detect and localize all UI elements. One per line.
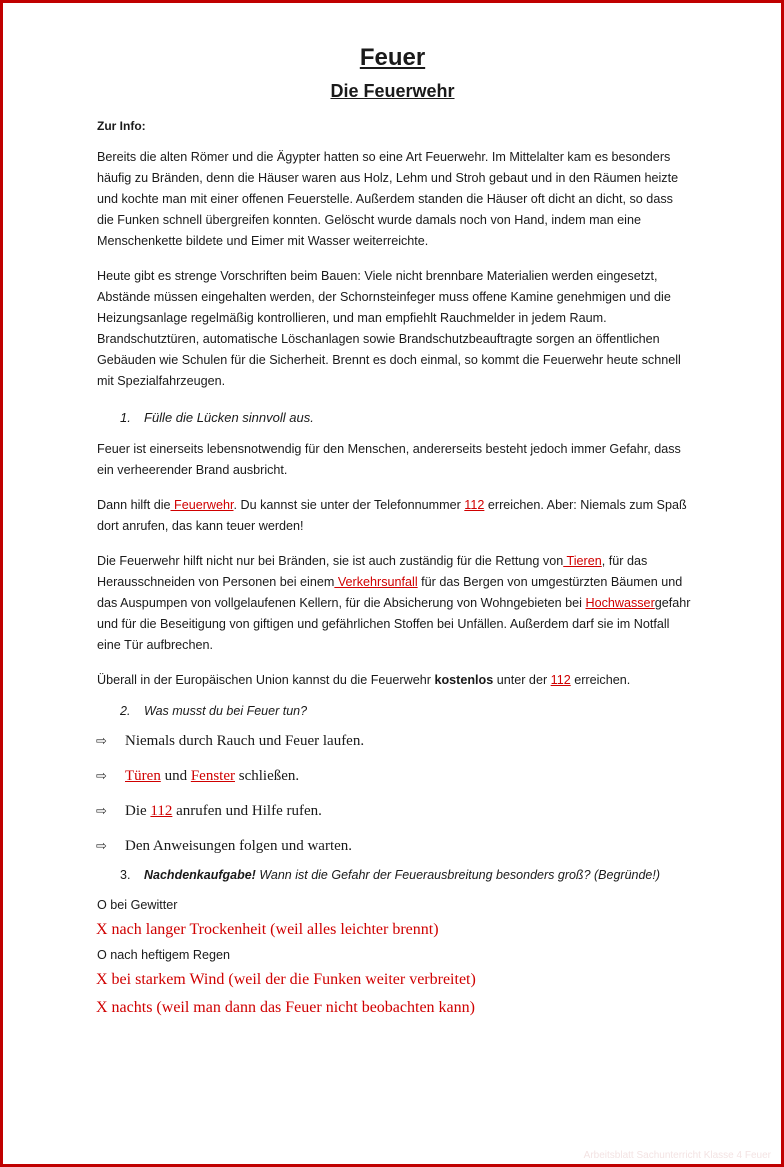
action-text: Niemals durch Rauch und Feuer laufen. [125, 733, 365, 749]
task-2-text: Was musst du bei Feuer tun? [144, 704, 308, 718]
gap-paragraph-4 [97, 670, 691, 691]
action-text: schließen. [235, 768, 300, 784]
filled-gap: 112 [150, 803, 173, 819]
gap-paragraph-2 [97, 495, 691, 537]
text-run: , für das Herausschneiden von Personen bei einem [97, 554, 648, 589]
text-run: Dann hilft die [97, 498, 171, 512]
filled-gap: Hochwasser [585, 596, 655, 610]
answer-option-checked: X nachts (weil man dann das Feuer nicht beobachten kann) [96, 999, 475, 1016]
filled-gap: Fenster [190, 768, 235, 784]
answer-option-unchecked: O bei Gewitter [97, 898, 178, 912]
action-item [96, 759, 691, 794]
arrow-right-icon: ⇨ [96, 804, 107, 819]
action-item [96, 829, 691, 864]
task-1 [120, 410, 691, 425]
page-title: Feuer [359, 44, 426, 71]
filled-gap: Tieren [563, 554, 602, 568]
filled-gap: Feuerwehr [170, 498, 234, 512]
arrow-right-icon: ⇨ [96, 769, 107, 784]
filled-gap: 112 [464, 498, 485, 512]
task-3-text: Wann ist die Gefahr der Feuerausbreitung besonders groß? (Begründe!) [255, 868, 661, 882]
task-2 [120, 704, 691, 718]
task-2-number: 2. [120, 704, 131, 718]
action-text: Den Anweisungen folgen und warten. [125, 838, 353, 854]
answer-option-checked: X nach langer Trockenheit (weil alles leichter brennt) [96, 921, 439, 938]
worksheet-content [94, 43, 691, 1022]
text-run: für das Bergen von umgestürzten Bäumen und das Auspumpen von vollgelaufenen Kellern, für die Absicherung von Wohngebieten bei [97, 575, 683, 610]
filled-gap: Türen [125, 768, 161, 784]
answer-option-checked: X bei starkem Wind (weil der die Funken weiter verbreitet) [96, 971, 476, 988]
text-run: Überall in der Europäischen Union kannst du die Feuerwehr [97, 673, 435, 687]
task-3 [120, 868, 691, 882]
task-3-bold: Nachdenkaufgabe! [144, 868, 256, 882]
info-paragraph-1: Bereits die alten Römer und die Ägypter hatten so eine Art Feuerwehr. Im Mittelalter kam es besonders häufig zu Bränden, denn die Häuser waren aus Holz, Lehm und Stroh gebaut und in den Räumen heizte und kochte man mit einer offenen Feuerstelle. Außerdem standen die Häuser oft dicht an dicht, so dass die Funken schnell übergreifen konnten. Gelöscht wurde damals noch von Hand, indem man eine Menschenkette bildete und Eimer mit Wasser weiterreichte. [97, 150, 679, 248]
arrow-right-icon: ⇨ [96, 839, 107, 854]
action-list [94, 724, 691, 864]
text-run: Die Feuerwehr hilft nicht nur bei Bränden, sie ist auch zuständig für die Rettung von [97, 554, 564, 568]
action-text: und [160, 768, 191, 784]
watermark: Arbeitsblatt Sachunterricht Klasse 4 Feuer [583, 1150, 771, 1161]
text-run: erreichen. [570, 673, 631, 687]
answer-option-unchecked: O nach heftigem Regen [97, 948, 231, 962]
task-3-number: 3. [120, 868, 131, 882]
action-item [96, 724, 691, 759]
gap-paragraph-3 [97, 551, 691, 656]
text-run: unter der [493, 673, 551, 687]
bold-text: kostenlos [434, 673, 494, 687]
action-item [96, 794, 691, 829]
action-text: Die [125, 803, 151, 819]
action-text: anrufen und Hilfe rufen. [172, 803, 322, 819]
filled-gap: Verkehrsunfall [334, 575, 418, 589]
task-1-text: Fülle die Lücken sinnvoll aus. [144, 410, 314, 425]
text-run: . Du kannst sie unter der Telefonnummer [233, 498, 465, 512]
arrow-right-icon: ⇨ [96, 734, 107, 749]
answer-list [94, 894, 691, 1022]
gap-paragraph-1: Feuer ist einerseits lebensnotwendig für den Menschen, andererseits besteht jedoch immer Gefahr, dass ein verheerender Brand ausbricht. [97, 442, 681, 477]
task-1-number: 1. [120, 410, 131, 425]
text-run: gefahr und für die Beseitigung von giftigen und gefährlichen Stoffen bei Unfällen. Außerdem darf sie im Notfall eine Tür aufbrechen. [97, 596, 691, 652]
info-label: Zur Info: [97, 119, 146, 133]
page-subtitle: Die Feuerwehr [330, 81, 455, 101]
info-paragraph-2: Heute gibt es strenge Vorschriften beim Bauen: Viele nicht brennbare Materialien werden eingesetzt, Abstände müssen eingehalten werden, der Schornsteinfeger muss offene Kamine genehmigen und die Heizungsanlage regelmäßig kontrollieren, und man empfiehlt Rauchmelder in jedem Raum. Brandschutztüren, automatische Löschanlagen sowie Brandschutzbeauftragte sorgen an öffentlichen Gebäuden wie Schulen für die Sicherheit. Brennt es doch einmal, so kommt die Feuerwehr heute schnell mit Spezialfahrzeugen. [97, 269, 681, 388]
text-run: erreichen. Aber: Niemals zum Spaß dort anrufen, das kann teuer werden! [97, 498, 687, 533]
filled-gap: 112 [550, 673, 571, 687]
